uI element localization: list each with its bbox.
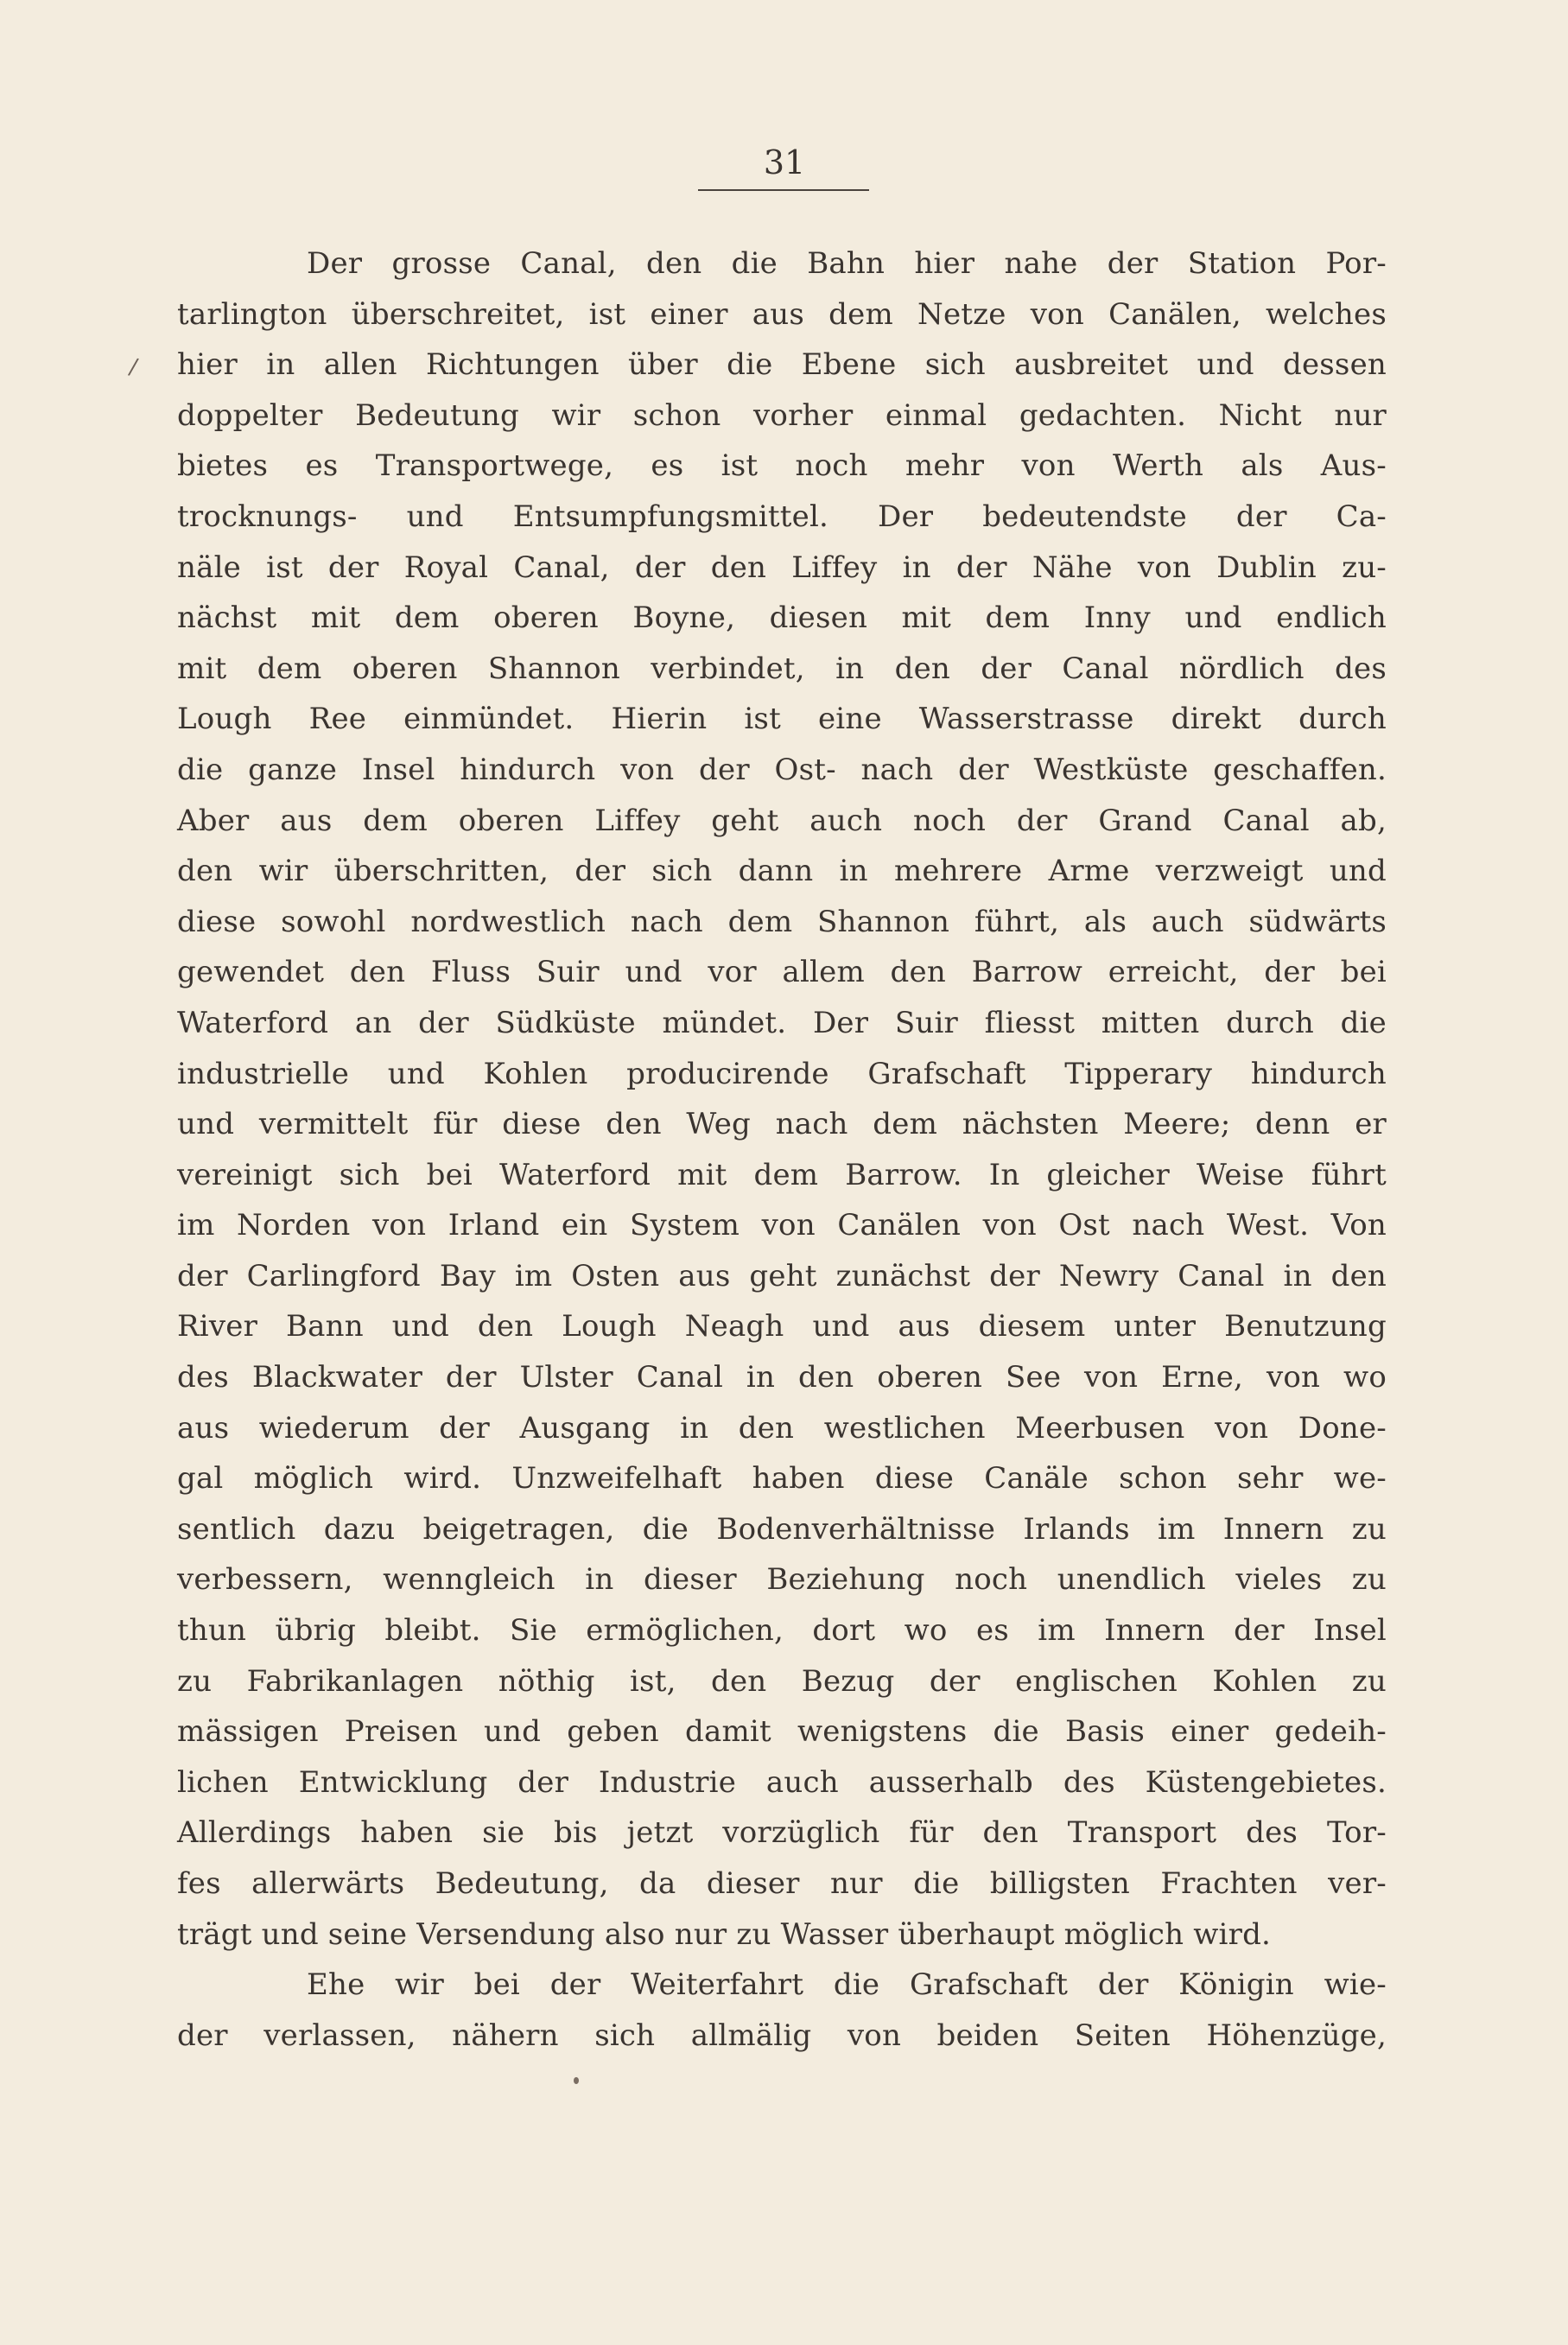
text-line: trägt und seine Versendung also nur zu Wasser überhaupt möglich wird. [177, 1916, 1272, 1952]
text-line: vereinigt sich bei Waterford mit dem Barrow. In gleicher Weise führt [177, 1157, 1387, 1192]
text-line: mit dem oberen Shannon verbindet, in den der Canal nördlich des [177, 651, 1387, 686]
text-line: lichen Entwicklung der Industrie auch ausserhalb des Küstengebietes. [177, 1764, 1387, 1800]
text-line: Lough Ree einmündet. Hierin ist eine Wasserstrasse direkt durch [177, 702, 1387, 737]
text-line: aus wiederum der Ausgang in den westlichen Meerbusen von Done- [177, 1410, 1387, 1446]
text-line: Allerdings haben sie bis jetzt vorzüglich für den Transport des Tor- [177, 1815, 1387, 1851]
text-line: River Bann und den Lough Neagh und aus diesem unter Benutzung [177, 1309, 1387, 1344]
text-line: Waterford an der Südküste mündet. Der Suir fliesst mitten durch die [177, 1005, 1387, 1040]
text-line: tarlington überschreitet, ist einer aus dem Netze von Canälen, welches [177, 296, 1387, 332]
text-line: verbessern, wenngleich in dieser Beziehung noch unendlich vieles zu [177, 1562, 1387, 1598]
margin-pencil-mark: / [126, 353, 140, 381]
text-line: und vermittelt für diese den Weg nach dem nächsten Meere; denn er [177, 1107, 1387, 1142]
text-line: Aber aus dem oberen Liffey geht auch noch der Grand Canal ab, [177, 803, 1387, 838]
text-line: fes allerwärts Bedeutung, da dieser nur die billigsten Frachten ver- [177, 1866, 1387, 1901]
text-line: gal möglich wird. Unzweifelhaft haben diese Canäle schon sehr we- [177, 1461, 1387, 1497]
text-line: der verlassen, nähern sich allmälig von beiden Seiten Höhenzüge, [177, 2018, 1387, 2053]
text-line: sentlich dazu beigetragen, die Bodenverhältnisse Irlands im Innern zu [177, 1511, 1387, 1547]
text-line: näle ist der Royal Canal, der den Liffey in der Nähe von Dublin zu- [177, 550, 1387, 585]
text-line: thun übrig bleibt. Sie ermöglichen, dort wo es im Innern der Insel [177, 1613, 1387, 1649]
text-line: den wir überschritten, der sich dann in mehrere Arme verzweigt und [177, 854, 1387, 889]
text-line: industrielle und Kohlen producirende Grafschaft Tipperary hindurch [177, 1056, 1387, 1091]
text-line: Der grosse Canal, den die Bahn hier nahe der Station Por- [307, 246, 1387, 281]
text-line: bietes es Transportwege, es ist noch mehr von Werth als Aus- [177, 448, 1387, 484]
paper-speck [574, 2077, 579, 2084]
text-line: im Norden von Irland ein System von Canälen von Ost nach West. Von [177, 1208, 1387, 1243]
text-line: diese sowohl nordwestlich nach dem Shannon führt, als auch südwärts [177, 904, 1387, 939]
text-line: hier in allen Richtungen über die Ebene sich ausbreitet und dessen [177, 347, 1387, 383]
body-text [177, 238, 1387, 2061]
text-line: doppelter Bedeutung wir schon vorher einmal gedachten. Nicht nur [177, 397, 1387, 433]
page-number-rule [698, 189, 869, 191]
page-number: 31 [763, 143, 806, 181]
text-line: trocknungs- und Entsumpfungsmittel. Der bedeutendste der Ca- [177, 499, 1387, 534]
text-line: des Blackwater der Ulster Canal in den oberen See von Erne, von wo [177, 1360, 1387, 1395]
text-line: Ehe wir bei der Weiterfahrt die Grafschaft der Königin wie- [307, 1967, 1387, 2003]
text-line: mässigen Preisen und geben damit wenigstens die Basis einer gedeih- [177, 1714, 1387, 1750]
text-line: die ganze Insel hindurch von der Ost- nach der Westküste geschaffen. [177, 752, 1387, 787]
text-line: gewendet den Fluss Suir und vor allem den Barrow erreicht, der bei [177, 955, 1387, 990]
text-line: der Carlingford Bay im Osten aus geht zunächst der Newry Canal in den [177, 1258, 1387, 1293]
text-line: nächst mit dem oberen Boyne, diesen mit dem Inny und endlich [177, 601, 1387, 636]
text-line: zu Fabrikanlagen nöthig ist, den Bezug der englischen Kohlen zu [177, 1663, 1387, 1699]
